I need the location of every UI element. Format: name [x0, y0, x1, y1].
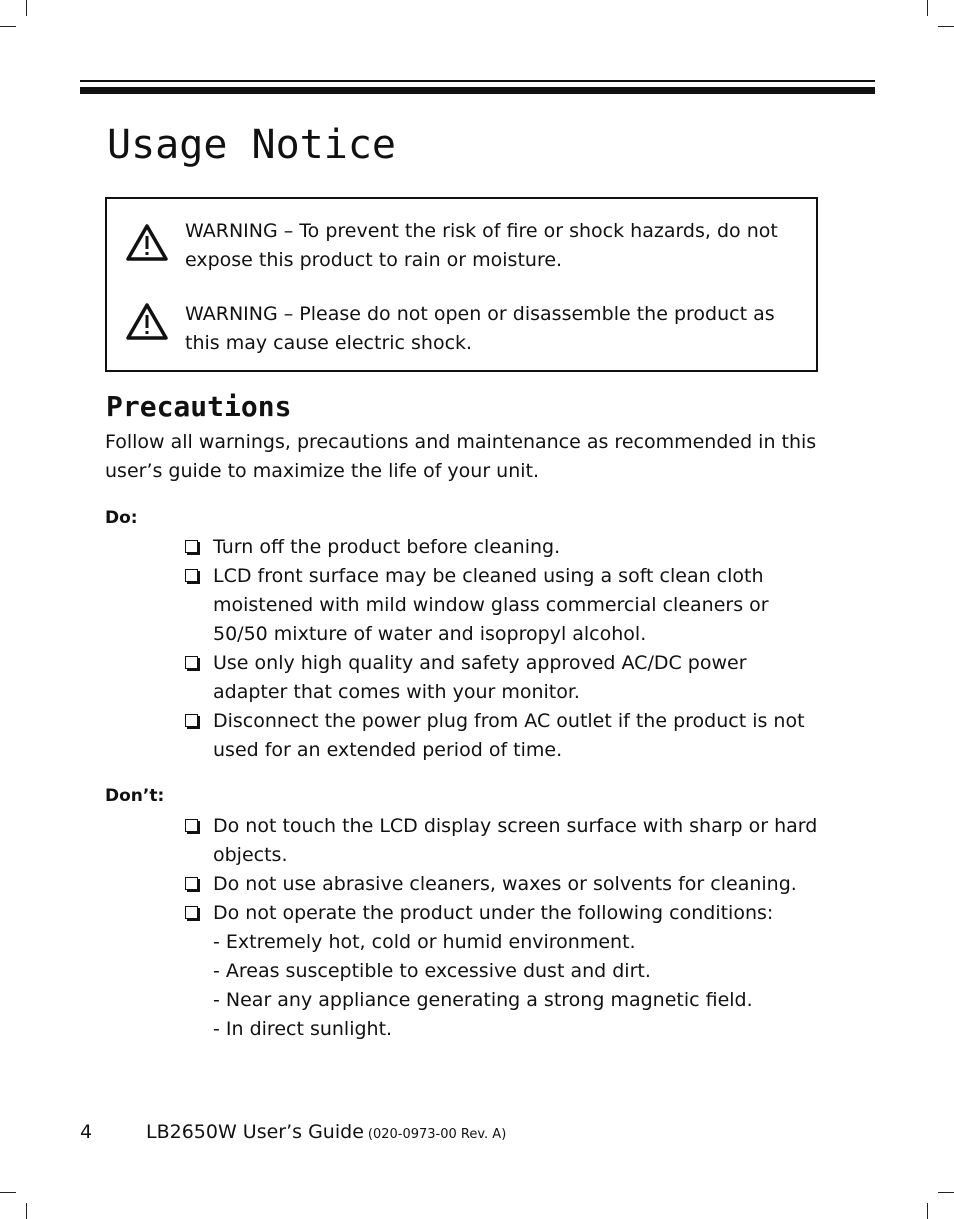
section-title: Precautions — [106, 390, 292, 423]
do-list — [183, 533, 823, 765]
checkbox-icon — [185, 656, 198, 669]
guide-title: LB2650W User’s Guide — [146, 1121, 364, 1143]
list-item: LCD front surface may be cleaned using a soft clean cloth moistened with mild window glass commercial cleaners or 50/50 mixture of water and isopropyl alcohol. — [183, 562, 823, 649]
crop-mark — [938, 1192, 954, 1193]
crop-mark — [927, 1203, 928, 1219]
crop-mark — [938, 26, 954, 27]
condition-item: - In direct sunlight. — [213, 1018, 393, 1040]
crop-mark — [0, 26, 16, 27]
warning-triangle-icon — [125, 302, 169, 342]
list-item: Do not operate the product under the following conditions: - Extremely hot, cold or humid environment. - Areas susceptible to excessive dust and dirt. - Near any appliance generating a strong magnetic field. - In direct sunlight. — [183, 899, 823, 1044]
warning-text-2: WARNING – Please do not open or disassemble the product as this may cause electric shock. — [185, 303, 775, 354]
page-title: Usage Notice — [107, 122, 396, 168]
warning-box — [105, 197, 818, 372]
revision-code: (020-0973-00 Rev. A) — [367, 1127, 507, 1142]
checkbox-icon — [185, 569, 198, 582]
list-item: Do not use abrasive cleaners, waxes or solvents for cleaning. — [183, 870, 823, 899]
crop-mark — [927, 0, 928, 16]
dont-list — [183, 812, 823, 1044]
header-rule-thin — [80, 80, 875, 82]
warning-text-1: WARNING – To prevent the risk of fire or shock hazards, do not expose this product to rain or moisture. — [185, 220, 778, 271]
checkbox-icon — [185, 540, 198, 553]
dont-heading: Don’t: — [105, 786, 165, 806]
list-item: Use only high quality and safety approved AC/DC power adapter that comes with your monitor. — [183, 649, 823, 707]
list-item: Disconnect the power plug from AC outlet if the product is not used for an extended period of time. — [183, 707, 823, 765]
footer-guide-title — [146, 1121, 506, 1143]
checkbox-icon — [185, 877, 198, 890]
checkbox-icon — [185, 819, 198, 832]
condition-item: - Areas susceptible to excessive dust and dirt. — [213, 960, 651, 982]
warning-triangle-icon — [125, 223, 169, 263]
crop-mark — [26, 0, 27, 16]
checkbox-icon — [185, 906, 198, 919]
condition-item: - Extremely hot, cold or humid environment. — [213, 931, 636, 953]
do-heading: Do: — [105, 508, 138, 528]
list-item: Do not touch the LCD display screen surface with sharp or hard objects. — [183, 812, 823, 870]
condition-item: - Near any appliance generating a strong magnetic field. — [213, 989, 753, 1011]
checkbox-icon — [185, 714, 198, 727]
page-number: 4 — [80, 1121, 93, 1143]
precautions-intro: Follow all warnings, precautions and maintenance as recommended in this user’s guide to maximize the life of your unit. — [105, 431, 817, 482]
crop-mark — [0, 1192, 16, 1193]
list-item: Turn off the product before cleaning. — [183, 533, 823, 562]
header-rule-thick — [80, 87, 875, 94]
crop-mark — [26, 1203, 27, 1219]
